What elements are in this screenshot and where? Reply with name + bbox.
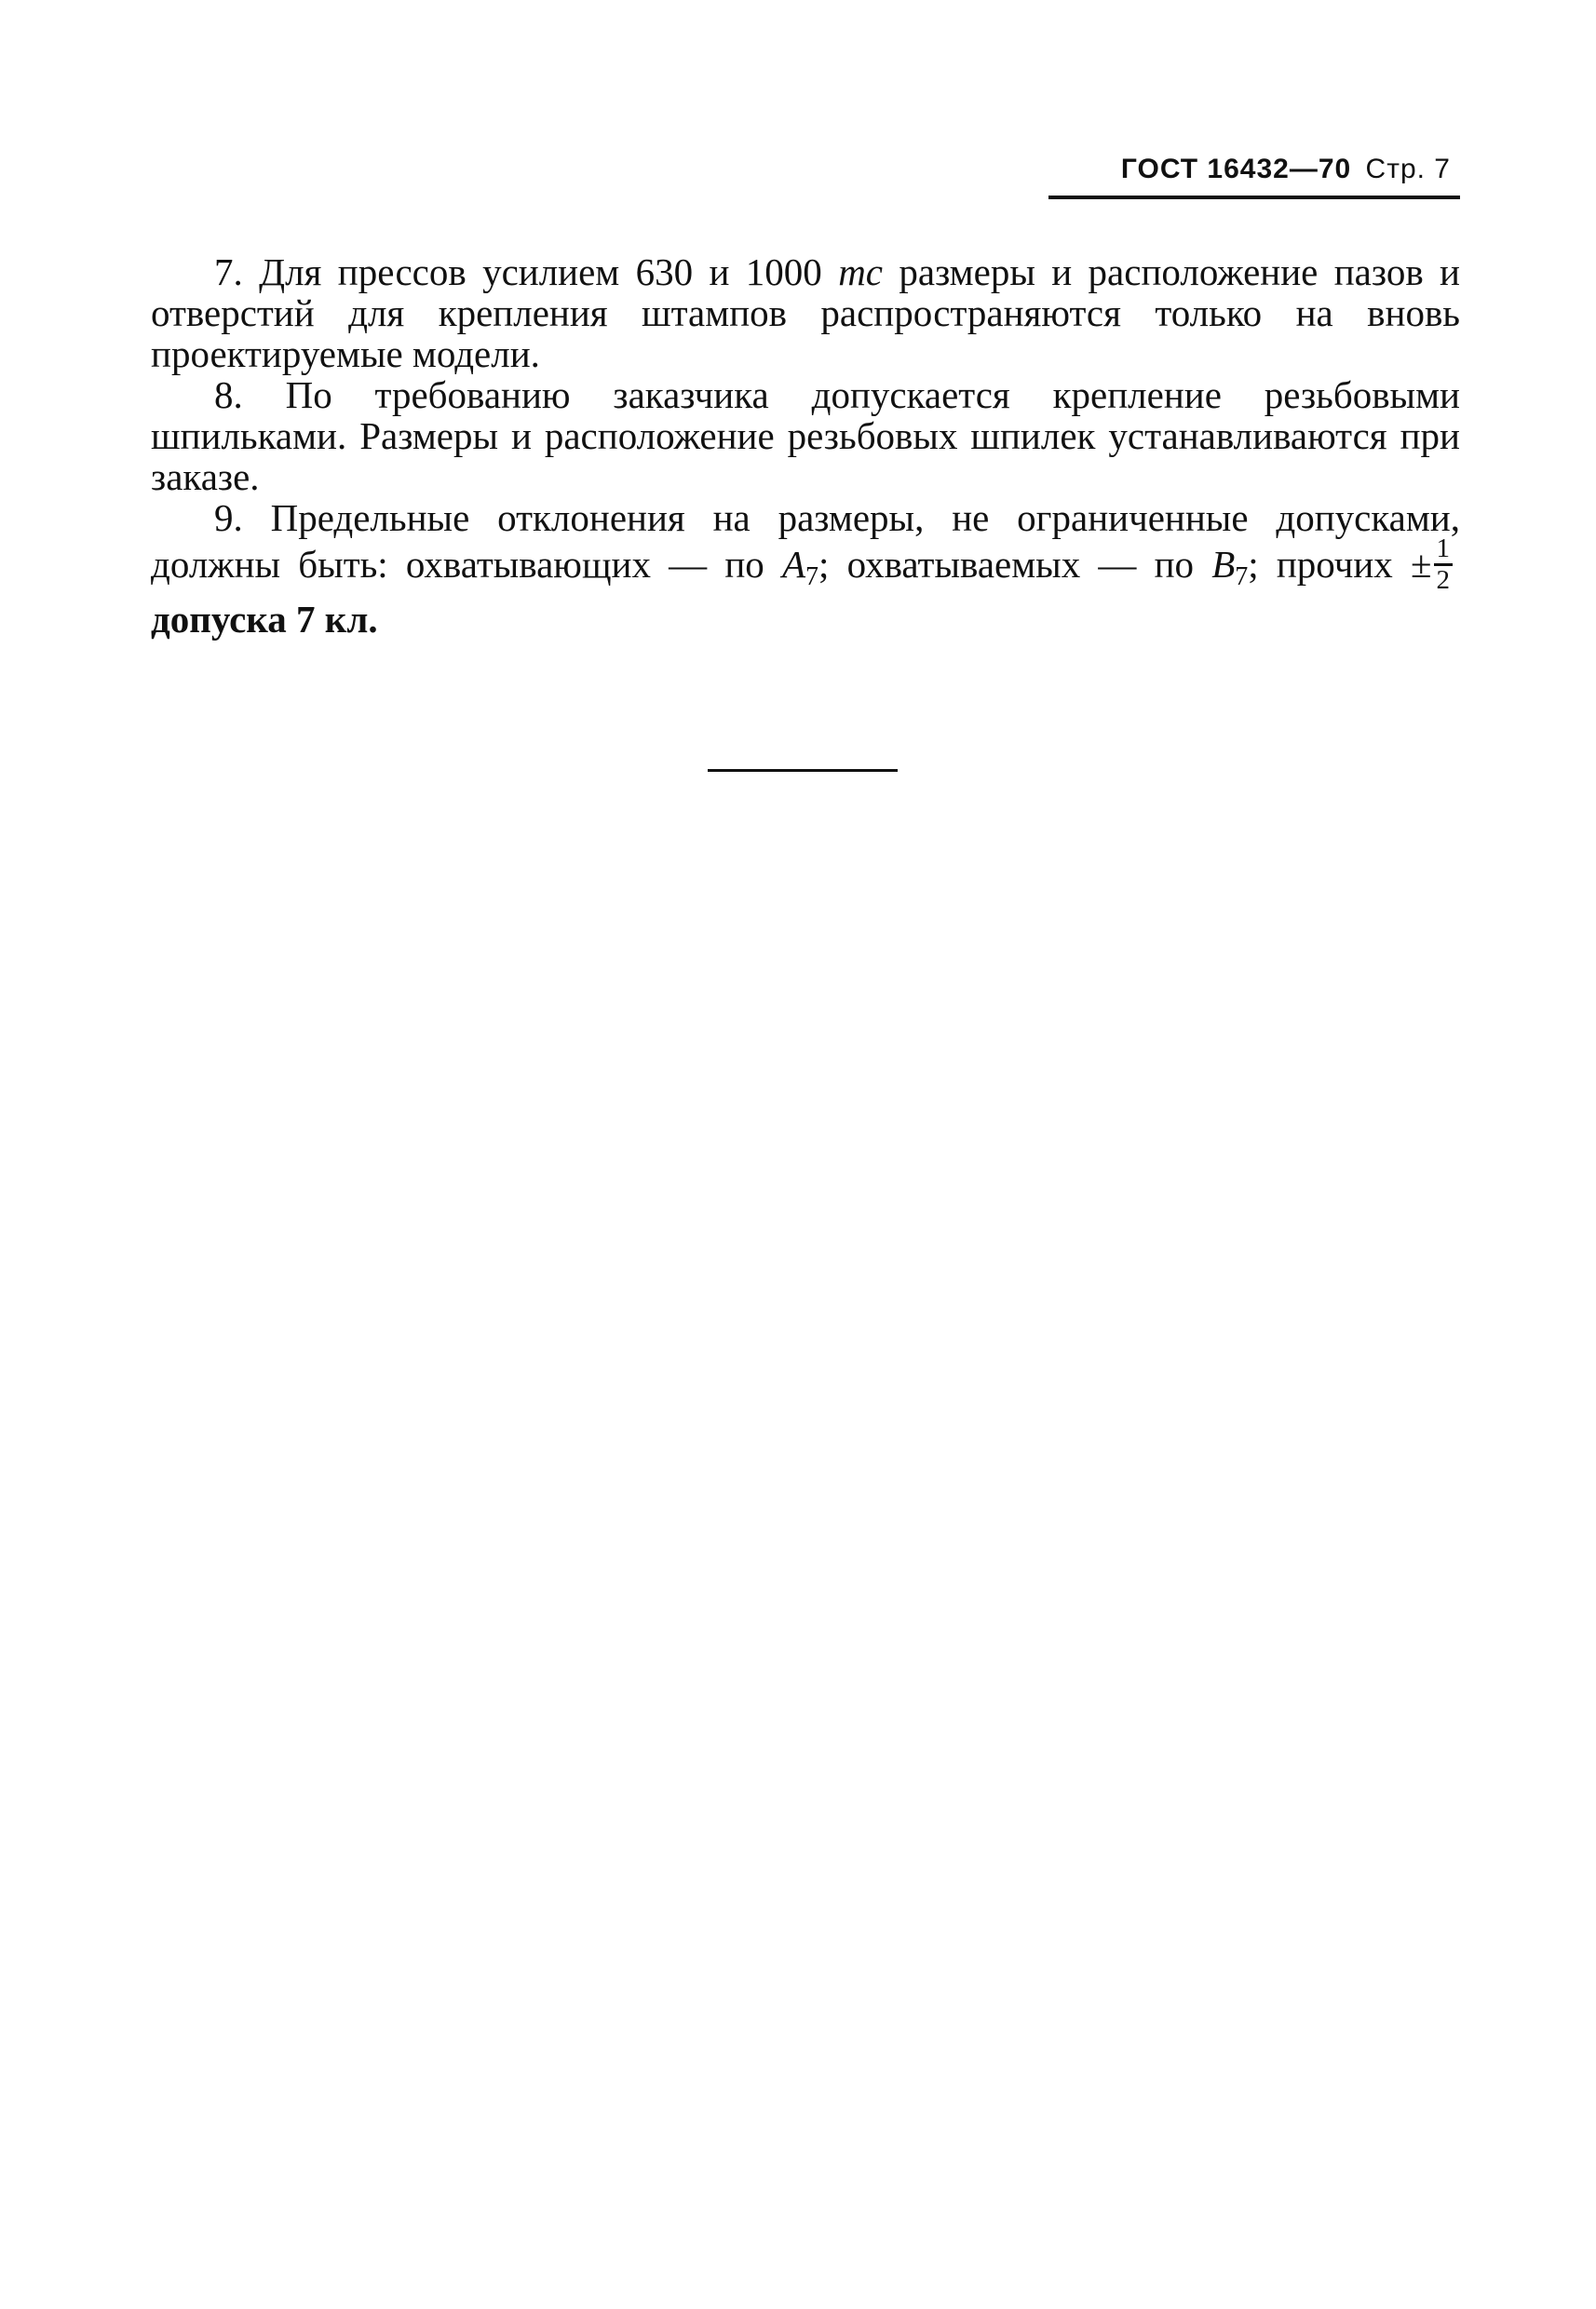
half-fraction	[1434, 534, 1454, 595]
clause-9-middle: ; охватываемых — по	[818, 542, 1212, 586]
fit-b-subscript: 7	[1235, 561, 1249, 591]
clause-8	[151, 374, 1460, 497]
fit-a-letter: A	[781, 542, 806, 586]
clause-7	[151, 251, 1460, 374]
end-of-text-rule	[708, 769, 898, 772]
clause-8-text: 8. По требованию заказчика допускается крепление резьбовыми шпильками. Размеры и расположение резьбовых шпилек устанавливаются при заказе.	[151, 373, 1460, 498]
fit-a-symbol	[781, 542, 819, 591]
clause-9	[151, 497, 1460, 640]
fit-b-letter: B	[1211, 542, 1236, 586]
clause-9-tail: допуска 7 кл.	[151, 598, 378, 641]
page-number: Стр. 7	[1365, 154, 1451, 184]
standard-code: ГОСТ 16432—70	[1120, 154, 1352, 184]
fit-b-symbol	[1211, 542, 1249, 591]
clause-9-lead: 9. Предельные отклонения на размеры, не ограниченные допусками, должны быть: охватывающих — по	[151, 496, 1460, 586]
fit-a-subscript: 7	[805, 561, 819, 591]
fraction-denominator: 2	[1436, 565, 1450, 595]
page-header	[1121, 149, 1451, 190]
force-unit: тс	[838, 250, 883, 293]
clause-9-others: ; прочих ±	[1248, 542, 1432, 586]
clause-7-tail: размеры и расположение пазов и отверстий для крепления штампов распространяются только на вновь проектируемые модели.	[151, 250, 1461, 375]
document-body	[151, 251, 1460, 640]
clause-7-text: 7. Для прессов усилием 630 и 1000	[214, 250, 839, 293]
fraction-numerator: 1	[1434, 534, 1454, 566]
header-underline	[1048, 196, 1460, 199]
